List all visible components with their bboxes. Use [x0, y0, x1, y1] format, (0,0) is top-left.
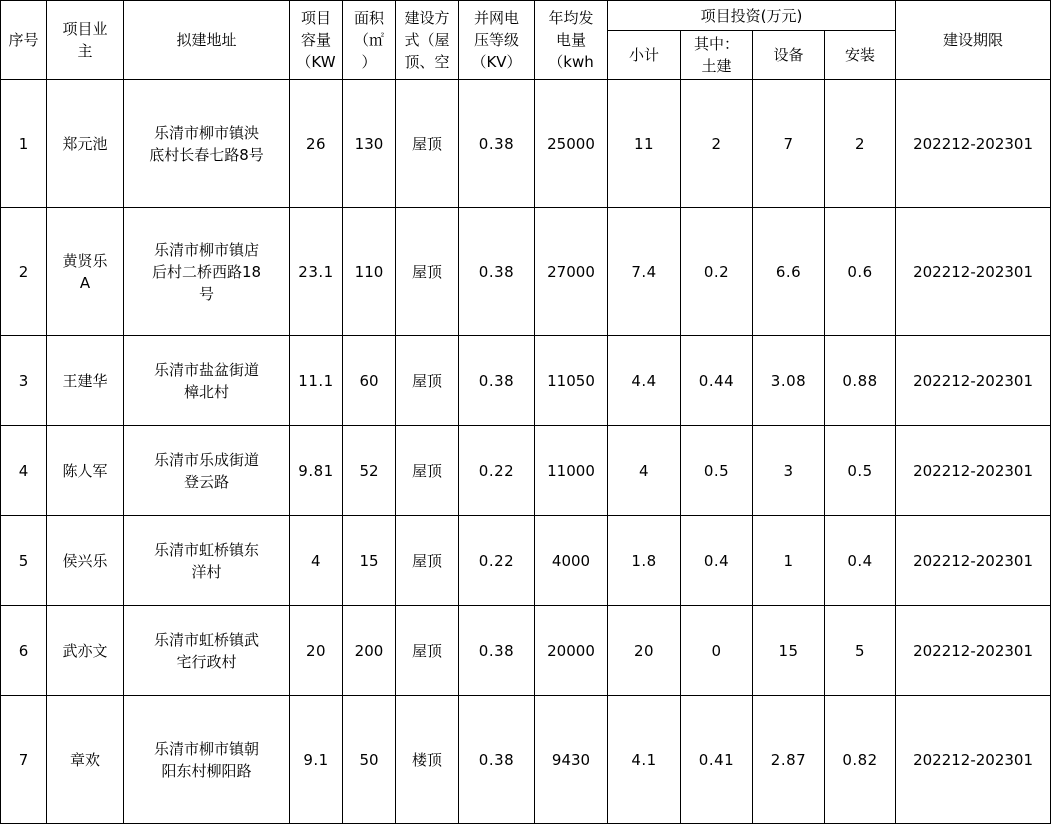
cell-area: 52 — [343, 426, 396, 516]
cell-address: 乐清市虹桥镇武 宅行政村 — [124, 606, 290, 696]
cell-period: 202212-202301 — [896, 426, 1051, 516]
cell-address: 乐清市乐成街道 登云路 — [124, 426, 290, 516]
cell-method: 楼顶 — [396, 696, 459, 824]
cell-capacity: 23.1 — [290, 208, 343, 336]
table-row — [1, 80, 1051, 208]
table-row — [1, 516, 1051, 606]
cell-generation: 25000 — [535, 80, 608, 208]
cell-subtotal: 4 — [608, 426, 681, 516]
cell-civil: 0.4 — [681, 516, 753, 606]
cell-method: 屋顶 — [396, 336, 459, 426]
cell-equipment: 7 — [753, 80, 825, 208]
cell-owner: 陈人军 — [47, 426, 124, 516]
header-equipment: 设备 — [753, 31, 825, 80]
cell-period: 202212-202301 — [896, 696, 1051, 824]
header-method — [396, 1, 459, 80]
cell-area: 130 — [343, 80, 396, 208]
cell-generation: 27000 — [535, 208, 608, 336]
cell-equipment: 2.87 — [753, 696, 825, 824]
header-generation-text: 年均发 电量 （kwh — [548, 9, 594, 71]
cell-period: 202212-202301 — [896, 336, 1051, 426]
cell-generation: 9430 — [535, 696, 608, 824]
cell-owner: 郑元池 — [47, 80, 124, 208]
cell-install: 0.5 — [825, 426, 896, 516]
cell-address: 乐清市虹桥镇东 洋村 — [124, 516, 290, 606]
cell-voltage: 0.22 — [459, 516, 535, 606]
header-voltage — [459, 1, 535, 80]
cell-capacity: 11.1 — [290, 336, 343, 426]
cell-capacity: 9.1 — [290, 696, 343, 824]
cell-method: 屋顶 — [396, 80, 459, 208]
cell-install: 0.4 — [825, 516, 896, 606]
cell-area: 110 — [343, 208, 396, 336]
cell-subtotal: 1.8 — [608, 516, 681, 606]
cell-method: 屋顶 — [396, 606, 459, 696]
cell-address: 乐清市柳市镇店 后村二桥西路18 号 — [124, 208, 290, 336]
header-seq: 序号 — [1, 1, 47, 80]
header-capacity-text: 项目 容量 （KW — [296, 9, 336, 71]
cell-owner: 武亦文 — [47, 606, 124, 696]
cell-capacity: 26 — [290, 80, 343, 208]
cell-voltage: 0.38 — [459, 696, 535, 824]
header-row-1 — [1, 1, 1051, 31]
table-row — [1, 336, 1051, 426]
cell-generation: 20000 — [535, 606, 608, 696]
cell-area: 50 — [343, 696, 396, 824]
cell-equipment: 3 — [753, 426, 825, 516]
cell-generation: 11000 — [535, 426, 608, 516]
table-row — [1, 606, 1051, 696]
cell-seq: 4 — [1, 426, 47, 516]
cell-address: 乐清市柳市镇泱 底村长春七路8号 — [124, 80, 290, 208]
header-civil-text: 其中： 土建 — [693, 35, 739, 75]
cell-seq: 2 — [1, 208, 47, 336]
header-area-text: 面积 （㎡ ） — [353, 9, 384, 71]
table-row — [1, 696, 1051, 824]
cell-seq: 7 — [1, 696, 47, 824]
header-period: 建设期限 — [896, 1, 1051, 80]
cell-civil: 0 — [681, 606, 753, 696]
cell-voltage: 0.22 — [459, 426, 535, 516]
cell-seq: 3 — [1, 336, 47, 426]
table-body — [1, 80, 1051, 824]
cell-subtotal: 7.4 — [608, 208, 681, 336]
cell-subtotal: 4.1 — [608, 696, 681, 824]
cell-method: 屋顶 — [396, 426, 459, 516]
cell-install: 2 — [825, 80, 896, 208]
cell-install: 0.82 — [825, 696, 896, 824]
cell-voltage: 0.38 — [459, 80, 535, 208]
header-civil — [681, 31, 753, 80]
cell-voltage: 0.38 — [459, 336, 535, 426]
cell-capacity: 4 — [290, 516, 343, 606]
cell-method: 屋顶 — [396, 208, 459, 336]
cell-area: 15 — [343, 516, 396, 606]
cell-voltage: 0.38 — [459, 606, 535, 696]
cell-seq: 5 — [1, 516, 47, 606]
header-owner — [47, 1, 124, 80]
cell-install: 0.88 — [825, 336, 896, 426]
header-address: 拟建地址 — [124, 1, 290, 80]
cell-install: 0.6 — [825, 208, 896, 336]
cell-owner: 王建华 — [47, 336, 124, 426]
cell-period: 202212-202301 — [896, 606, 1051, 696]
header-voltage-text: 并网电 压等级 （KV） — [471, 9, 522, 71]
header-subtotal: 小计 — [608, 31, 681, 80]
header-investment-group: 项目投资(万元) — [608, 1, 896, 31]
cell-generation: 4000 — [535, 516, 608, 606]
cell-civil: 0.44 — [681, 336, 753, 426]
header-capacity — [290, 1, 343, 80]
table-row — [1, 426, 1051, 516]
cell-owner: 侯兴乐 — [47, 516, 124, 606]
header-area — [343, 1, 396, 80]
cell-install: 5 — [825, 606, 896, 696]
table-row — [1, 208, 1051, 336]
cell-area: 200 — [343, 606, 396, 696]
cell-owner: 章欢 — [47, 696, 124, 824]
cell-civil: 0.5 — [681, 426, 753, 516]
header-install: 安装 — [825, 31, 896, 80]
cell-equipment: 3.08 — [753, 336, 825, 426]
cell-owner: 黄贤乐 A — [47, 208, 124, 336]
header-generation — [535, 1, 608, 80]
cell-subtotal: 4.4 — [608, 336, 681, 426]
cell-equipment: 1 — [753, 516, 825, 606]
cell-generation: 11050 — [535, 336, 608, 426]
cell-voltage: 0.38 — [459, 208, 535, 336]
header-owner-text: 项目业 主 — [62, 20, 108, 60]
cell-period: 202212-202301 — [896, 516, 1051, 606]
cell-equipment: 6.6 — [753, 208, 825, 336]
cell-seq: 1 — [1, 80, 47, 208]
cell-period: 202212-202301 — [896, 208, 1051, 336]
cell-subtotal: 20 — [608, 606, 681, 696]
cell-subtotal: 11 — [608, 80, 681, 208]
cell-civil: 2 — [681, 80, 753, 208]
cell-method: 屋顶 — [396, 516, 459, 606]
cell-period: 202212-202301 — [896, 80, 1051, 208]
cell-address: 乐清市柳市镇朝 阳东村柳阳路 — [124, 696, 290, 824]
header-method-text: 建设方 式（屋 顶、空 — [404, 9, 450, 71]
cell-capacity: 9.81 — [290, 426, 343, 516]
cell-equipment: 15 — [753, 606, 825, 696]
cell-civil: 0.41 — [681, 696, 753, 824]
cell-capacity: 20 — [290, 606, 343, 696]
cell-seq: 6 — [1, 606, 47, 696]
cell-area: 60 — [343, 336, 396, 426]
cell-civil: 0.2 — [681, 208, 753, 336]
cell-address: 乐清市盐盆街道 樟北村 — [124, 336, 290, 426]
